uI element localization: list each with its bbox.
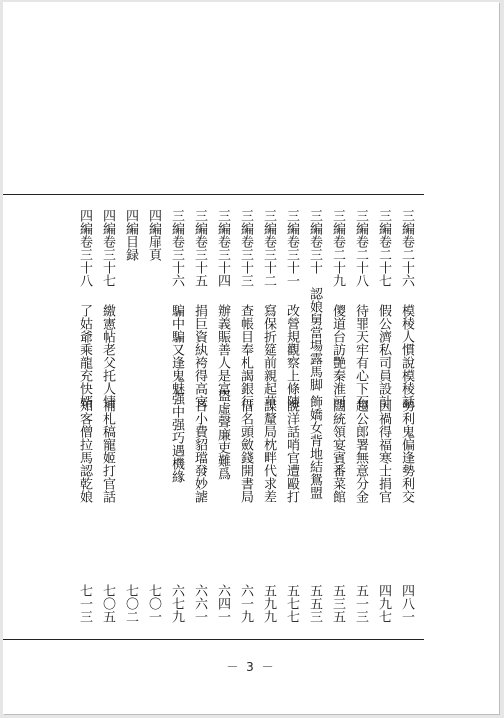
volume-label: 三編卷二十八 (353, 209, 368, 287)
chapter-title-first: 假公濟私司員設計 (376, 304, 391, 408)
toc-entry (215, 209, 230, 623)
page-number: 七〇二 (123, 584, 138, 623)
chapter-title-first: 騙中騙又逢鬼魅 (169, 304, 184, 395)
toc-entry (238, 209, 253, 623)
volume-label: 三編卷三十 (307, 209, 322, 274)
chapter-title-first: 認娘舅當場露馬脚 (307, 287, 322, 391)
toc-entry (77, 209, 92, 623)
page-number: 五三五 (330, 584, 345, 623)
chapter-title-first: 待罪天牢有心下石 (353, 304, 368, 408)
chapter-title-first: 辦義賑善人是富 (215, 304, 230, 395)
chapter-title-second: 知客僧拉馬認乾娘 (77, 399, 92, 503)
toc-entry (100, 209, 115, 623)
page-number: 六一九 (238, 584, 253, 623)
chapter-title-second: 吝小費貂璫發妙謔 (192, 399, 207, 503)
toc-entry (353, 209, 368, 623)
volume-label: 四編卷三十八 (77, 209, 92, 287)
volume-label: 三編卷三十六 (169, 209, 184, 287)
volume-label: 三編卷三十四 (215, 209, 230, 287)
page-number: 七〇五 (100, 584, 115, 623)
chapter-title-first: 儍道台訪艷秦淮河 (330, 304, 345, 408)
chapter-title-first: 寫保折筵前親起草 (261, 304, 276, 408)
page-number: 四九七 (376, 584, 391, 623)
volume-label: 四編卷三十七 (100, 209, 115, 287)
volume-label: 四編目録 (123, 209, 138, 261)
toc-entry (376, 209, 391, 623)
toc-entry (123, 209, 138, 623)
document-page (3, 2, 499, 714)
toc-entry (330, 209, 345, 623)
chapter-title-second: 盜虛聲廉吏難爲 (215, 389, 230, 480)
page-number: 五一三 (353, 584, 368, 623)
volume-label: 三編卷二十六 (399, 209, 414, 287)
chapter-title-first: 查帳目奉札謁銀行 (238, 304, 253, 408)
volume-label: 三編卷三十一 (284, 209, 299, 287)
page-number: 六六一 (192, 584, 207, 623)
page-footer-number: － 3 － (226, 660, 276, 674)
toc-entry (284, 209, 299, 623)
volume-label: 三編卷三十三 (238, 209, 253, 287)
chapter-title-first: 捐巨資紈袴得高官 (192, 304, 207, 408)
chapter-title-second: 闊統領宴賓番菜館 (330, 399, 345, 503)
toc-entry (146, 209, 161, 623)
chapter-title-first: 了姑爺乘龍充快婿 (77, 304, 92, 408)
toc-entry (192, 209, 207, 623)
toc-entry (307, 209, 322, 623)
toc-entry (399, 209, 414, 623)
volume-label: 三編卷二十七 (376, 209, 391, 287)
page-number: 五五三 (307, 584, 322, 623)
chapter-title-first: 模稜人慣說模稜話 (399, 304, 414, 408)
page-number: 五七七 (284, 584, 299, 623)
volume-label: 三編卷三十五 (192, 209, 207, 287)
chapter-title-second: 補札稿寵姬打官話 (100, 399, 115, 503)
chapter-title-second: 說洋話哨官遭毆打 (284, 399, 299, 503)
chapter-title-second: 趨公郎署無意分金 (353, 399, 368, 503)
page-number: 七一三 (77, 584, 92, 623)
page-number: 五九九 (261, 584, 276, 623)
chapter-title-second: 借名頭斂錢開書局 (238, 399, 253, 503)
page-number: 四八一 (399, 584, 414, 623)
chapter-title-second: 因禍得福寒士捐官 (376, 399, 391, 503)
volume-label: 四編扉頁 (146, 209, 161, 261)
chapter-title-first: 改營規觀察上條陳 (284, 304, 299, 408)
bottom-rule (3, 639, 424, 640)
table-of-contents (3, 195, 424, 639)
chapter-title-second: 强中强巧遇機緣 (169, 392, 184, 483)
chapter-title-second: 謀釐局枕畔代求差 (261, 399, 276, 503)
chapter-title-first: 繳憲帖老父托人情 (100, 304, 115, 408)
page-number: 六四一 (215, 584, 230, 623)
volume-label: 三編卷三十二 (261, 209, 276, 287)
toc-entry (169, 209, 184, 623)
page-number: 六七九 (169, 584, 184, 623)
chapter-title-second: 勢利鬼偏逢勢利交 (399, 399, 414, 503)
chapter-title-second: 飾嬌女背地結鴛盟 (307, 395, 322, 499)
toc-entry (261, 209, 276, 623)
page-number: 七〇一 (146, 584, 161, 623)
volume-label: 三編卷二十九 (330, 209, 345, 287)
